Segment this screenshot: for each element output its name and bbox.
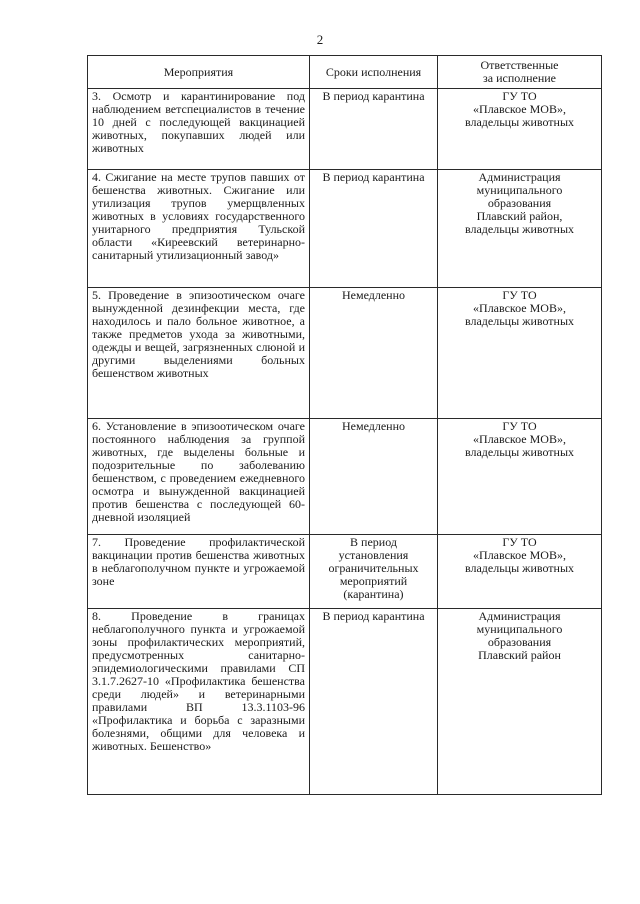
table-row [88, 89, 602, 170]
responsible-line: Администрация [478, 609, 561, 623]
header-deadlines: Сроки исполнения [310, 56, 438, 89]
responsible-line: владельцы животных [464, 445, 575, 459]
deadline-cell: В период карантина [310, 609, 438, 795]
responsible-line: «Плавское МОВ», [473, 432, 566, 446]
deadline-line: ограничительных [328, 561, 419, 575]
header-responsible-line1: Ответственные [480, 58, 559, 72]
measure-cell: 3. Осмотр и карантинирование под наблюдением ветспециалистов в течение 10 дней с последующей вакцинацией животных, покупавших людей или животных [88, 89, 310, 170]
responsible-line: муниципального [476, 183, 563, 197]
responsible-line: муниципального [476, 622, 563, 636]
deadline-cell: Немедленно [310, 288, 438, 419]
header-responsible [438, 56, 602, 89]
header-responsible-line2: за исполнение [483, 71, 556, 85]
deadline-line: (карантина) [343, 587, 404, 601]
deadline-cell: В период карантина [310, 170, 438, 288]
responsible-line: владельцы животных [464, 115, 575, 129]
deadline-line: установления [338, 548, 409, 562]
responsible-line: образования [487, 635, 552, 649]
responsible-line: Плавский район [478, 648, 561, 662]
measure-cell: 4. Сжигание на месте трупов павших от бешенства животных. Сжигание или утилизация трупов умерщвленных животных в условиях государственного унитарного предприятия Тульской области «Киреевский ветеринарно-санитарный утилизационный завод» [88, 170, 310, 288]
responsible-line: Плавский район, [476, 209, 563, 223]
responsible-line: ГУ ТО [502, 288, 537, 302]
table-row [88, 419, 602, 535]
table-row [88, 170, 602, 288]
responsible-line: владельцы животных [464, 314, 575, 328]
deadline-cell [310, 535, 438, 609]
table-header-row [88, 56, 602, 89]
responsible-cell [438, 288, 602, 419]
deadline-line: В период [350, 535, 397, 549]
responsible-line: «Плавское МОВ», [473, 102, 566, 116]
measure-cell: 5. Проведение в эпизоотическом очаге вынужденной дезинфекции места, где находилось и пало больное животное, а также предметов ухода за животными, одежды и вещей, загрязненных слюной и другими выделениями больных бешенством животных [88, 288, 310, 419]
measures-table [87, 55, 602, 795]
measure-cell: 6. Установление в эпизоотическом очаге постоянного наблюдения за группой животных, где выделены больные и подозрительные по заболеванию бешенством, с проведением ежедневного осмотра и вынужденной вакцинацией против бешенства с последующей 60-дневной изоляцией [88, 419, 310, 535]
table-row [88, 535, 602, 609]
measure-cell: 8. Проведение в границах неблагополучного пункта и угрожаемой зоны профилактических мероприятий, предусмотренных санитарно-эпидемиологическими правилами СП 3.1.7.2627-10 «Профилактика бешенства среди людей» и ветеринарными правилами ВП 13.3.1103-96 «Профилактика и борьба с заразными болезнями, общими для человека и животных. Бешенство» [88, 609, 310, 795]
responsible-cell [438, 170, 602, 288]
responsible-line: образования [487, 196, 552, 210]
responsible-cell [438, 419, 602, 535]
deadline-cell: Немедленно [310, 419, 438, 535]
table-row [88, 288, 602, 419]
responsible-line: Администрация [478, 170, 561, 184]
deadline-cell: В период карантина [310, 89, 438, 170]
responsible-line: ГУ ТО [502, 89, 537, 103]
responsible-line: «Плавское МОВ», [473, 548, 566, 562]
responsible-cell [438, 609, 602, 795]
responsible-line: ГУ ТО [502, 535, 537, 549]
responsible-cell [438, 89, 602, 170]
deadline-line: мероприятий [339, 574, 408, 588]
page-number: 2 [316, 32, 324, 47]
header-measures: Мероприятия [88, 56, 310, 89]
responsible-line: владельцы животных [464, 561, 575, 575]
responsible-line: ГУ ТО [502, 419, 537, 433]
measure-cell: 7. Проведение профилактической вакцинации против бешенства животных в неблагополучном пункте и угрожаемой зоне [88, 535, 310, 609]
responsible-line: «Плавское МОВ», [473, 301, 566, 315]
table-row [88, 609, 602, 795]
responsible-cell [438, 535, 602, 609]
responsible-line: владельцы животных [464, 222, 575, 236]
